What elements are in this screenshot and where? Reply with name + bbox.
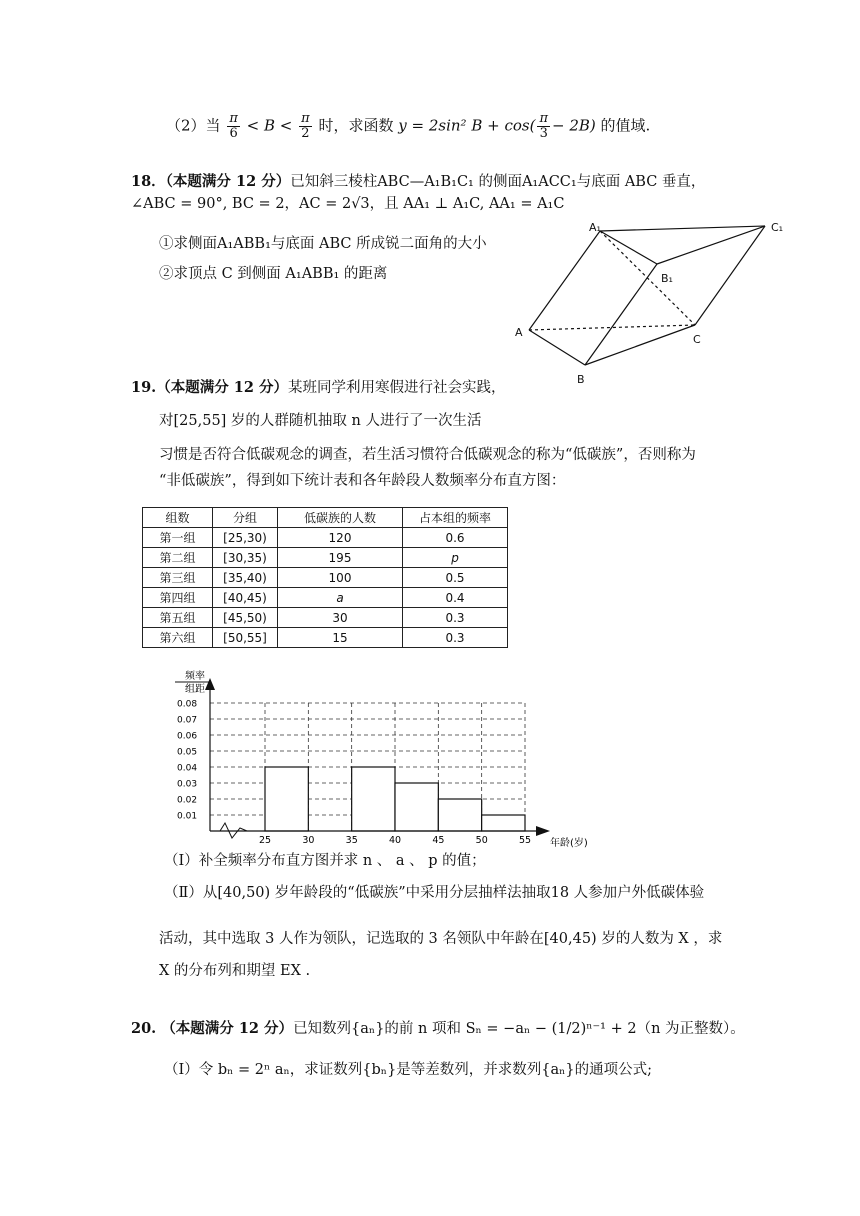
x-tick-label: 30 bbox=[302, 835, 315, 846]
table-cell: [35,40) bbox=[213, 568, 278, 588]
label-A1: A₁ bbox=[589, 221, 601, 234]
table-header: 低碳族的人数 bbox=[278, 508, 403, 528]
q19-part2-line3: X 的分布列和期望 EX . bbox=[159, 963, 311, 979]
y-label-top: 频率 bbox=[185, 671, 205, 682]
q19-part2-line1: （Ⅱ）从[40,50) 岁年龄段的“低碳族”中采用分层抽样法抽取18 人参加户外低碳体验 bbox=[164, 885, 705, 901]
x-axis-label: 年龄(岁) bbox=[550, 838, 588, 849]
q17-part2 bbox=[166, 112, 650, 141]
q17-func-tail: − 2B) bbox=[551, 116, 596, 135]
q18-line2: ∠ABC = 90°, BC = 2，AC = 2√3，且 AA₁ ⊥ A₁C, AA₁ = A₁C bbox=[131, 196, 565, 212]
x-tick-label: 50 bbox=[475, 835, 488, 846]
table-row bbox=[143, 528, 508, 548]
q19-number: 19.（本题满分 12 分） bbox=[131, 379, 289, 396]
histogram-bar bbox=[438, 799, 481, 831]
table-cell: [40,45) bbox=[213, 588, 278, 608]
table-cell: 100 bbox=[278, 568, 403, 588]
q19-line1 bbox=[131, 378, 506, 398]
x-tick-label: 40 bbox=[389, 835, 402, 846]
table-cell: 0.6 bbox=[403, 528, 508, 548]
table-cell: 第六组 bbox=[143, 628, 213, 648]
q19-text1: 某班同学利用寒假进行社会实践， bbox=[288, 380, 506, 396]
label-B: B bbox=[577, 373, 585, 386]
pi-over-3: $\frac{\pi}{3}$ bbox=[539, 111, 548, 141]
y-tick-label: 0.05 bbox=[177, 747, 198, 758]
y-tick-label: 0.04 bbox=[177, 763, 198, 774]
x-axis-arrow bbox=[536, 826, 550, 836]
table-cell: 0.3 bbox=[403, 628, 508, 648]
q18-text1: 已知斜三棱柱ABC—A₁B₁C₁ 的侧面A₁ACC₁与底面 ABC 垂直， bbox=[290, 174, 706, 190]
table-cell: 第一组 bbox=[143, 528, 213, 548]
q19-line4: “非低碳族”，得到如下统计表和各年龄段人数频率分布直方图： bbox=[159, 473, 566, 489]
y-tick-label: 0.08 bbox=[177, 699, 198, 710]
table-cell: 0.3 bbox=[403, 608, 508, 628]
table-cell: 第三组 bbox=[143, 568, 213, 588]
table-cell: 第五组 bbox=[143, 608, 213, 628]
y-tick-label: 0.02 bbox=[177, 795, 198, 806]
q18-item2: ②求顶点 C 到侧面 A₁ABB₁ 的距离 bbox=[159, 266, 388, 282]
table-cell: p bbox=[403, 548, 508, 568]
stats-table bbox=[142, 507, 508, 648]
y-tick-label: 0.06 bbox=[177, 731, 198, 742]
table-cell: 0.4 bbox=[403, 588, 508, 608]
q20-text1: 已知数列{aₙ}的前 n 项和 Sₙ = −aₙ − (1/2)ⁿ⁻¹ + 2（n 为正整数）。 bbox=[293, 1021, 745, 1037]
x-tick-label: 25 bbox=[259, 835, 272, 846]
table-cell: 195 bbox=[278, 548, 403, 568]
table-cell: 30 bbox=[278, 608, 403, 628]
table-header: 占本组的频率 bbox=[403, 508, 508, 528]
y-tick-label: 0.03 bbox=[177, 779, 198, 790]
q17-text-mid: 时，求函数 bbox=[318, 116, 394, 135]
table-cell: a bbox=[278, 588, 403, 608]
table-header: 分组 bbox=[213, 508, 278, 528]
q19-line3: 习惯是否符合低碳观念的调查，若生活习惯符合低碳观念的称为“低碳族”，否则称为 bbox=[159, 447, 696, 463]
table-row bbox=[143, 568, 508, 588]
q18-line1 bbox=[131, 172, 705, 192]
table-cell: 第四组 bbox=[143, 588, 213, 608]
x-tick-label: 55 bbox=[519, 835, 532, 846]
q17-suffix: 的值域. bbox=[600, 116, 651, 135]
q18-number: 18．（本题满分 12 分） bbox=[131, 173, 291, 190]
prism-figure bbox=[505, 215, 825, 390]
table-row bbox=[143, 628, 508, 648]
q20-line1 bbox=[131, 1019, 745, 1039]
table-cell: [25,30) bbox=[213, 528, 278, 548]
label-B1: B₁ bbox=[661, 272, 673, 285]
q20-part1: （Ⅰ）令 bₙ = 2ⁿ aₙ，求证数列{bₙ}是等差数列，并求数列{aₙ}的通项公式; bbox=[164, 1062, 653, 1078]
q17-condition: < B < bbox=[246, 116, 293, 135]
histogram-bar bbox=[482, 815, 525, 831]
table-cell: [50,55] bbox=[213, 628, 278, 648]
q19-part2-line2: 活动，其中选取 3 人作为领队，记选取的 3 名领队中年龄在[40,45) 岁的人数为 X ，求 bbox=[159, 931, 723, 947]
y-label-bottom: 组距 bbox=[185, 684, 205, 695]
table-cell: 第二组 bbox=[143, 548, 213, 568]
pi-over-6: $\frac{\pi}{6}$ bbox=[229, 111, 238, 141]
histogram-bar bbox=[395, 783, 438, 831]
q19-line2: 对[25,55] 岁的人群随机抽取 n 人进行了一次生活 bbox=[159, 413, 482, 429]
label-A: A bbox=[515, 326, 523, 339]
table-cell: 15 bbox=[278, 628, 403, 648]
y-axis-arrow bbox=[205, 678, 215, 690]
table-header: 组数 bbox=[143, 508, 213, 528]
table-row bbox=[143, 588, 508, 608]
label-C: C bbox=[693, 333, 701, 346]
table-cell: [45,50) bbox=[213, 608, 278, 628]
q17-prefix: （2）当 bbox=[166, 116, 221, 135]
table-cell: [30,35) bbox=[213, 548, 278, 568]
histogram-bar bbox=[352, 767, 395, 831]
y-tick-label: 0.01 bbox=[177, 811, 198, 822]
q19-part1: （Ⅰ）补全频率分布直方图并求 n 、 a 、 p 的值； bbox=[164, 853, 486, 869]
x-tick-label: 35 bbox=[345, 835, 358, 846]
label-C1: C₁ bbox=[771, 221, 784, 234]
y-tick-label: 0.07 bbox=[177, 715, 198, 726]
table-cell: 0.5 bbox=[403, 568, 508, 588]
table-header-row bbox=[143, 508, 508, 528]
x-tick-label: 45 bbox=[432, 835, 445, 846]
pi-over-2: $\frac{\pi}{2}$ bbox=[301, 111, 310, 141]
table-row bbox=[143, 548, 508, 568]
q18-item1: ①求侧面A₁ABB₁与底面 ABC 所成锐二面角的大小 bbox=[159, 236, 487, 252]
table-row bbox=[143, 608, 508, 628]
frequency-histogram bbox=[160, 668, 600, 858]
q17-func: y = 2sin² B + cos( bbox=[398, 116, 536, 135]
histogram-bar bbox=[265, 767, 308, 831]
q20-number: 20. （本题满分 12 分） bbox=[131, 1020, 294, 1037]
table-cell: 120 bbox=[278, 528, 403, 548]
